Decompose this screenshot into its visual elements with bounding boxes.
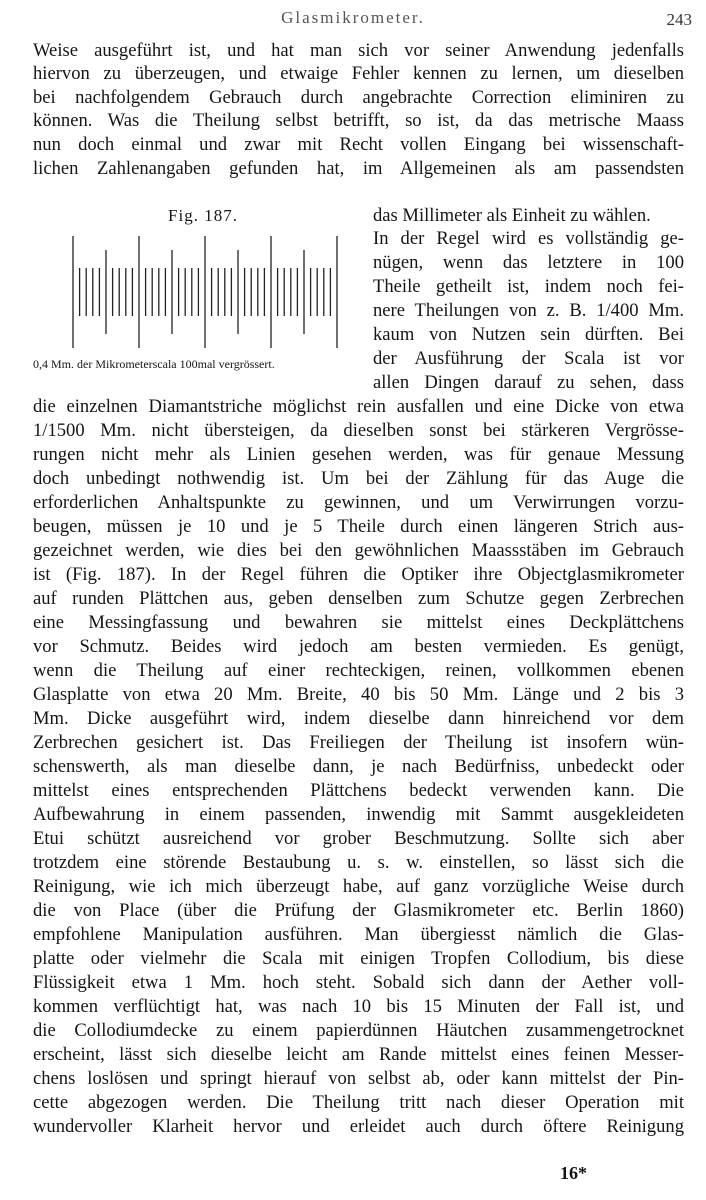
text-line: nere Theilungen von z. B. 1/400 Mm. (373, 300, 684, 321)
text-line: nun doch einmal und zwar mit Recht vollen Eingang bei wissenschaft- (33, 134, 684, 155)
signature-mark: 16* (560, 1163, 587, 1183)
text-line: allen Dingen darauf zu sehen, dass (373, 372, 684, 393)
micrometer-scale-illustration (33, 234, 373, 352)
text-line: die von Place (über die Prüfung der Glasmikrometer etc. Berlin 1860) (33, 900, 684, 921)
text-line: das Millimeter als Einheit zu wählen. (373, 205, 651, 226)
text-line: gezeichnet werden, wie dies bei den gewöhnlichen Maassstäben im Gebrauch (33, 540, 684, 561)
text-line: In der Regel wird es vollständig ge- (373, 228, 684, 249)
text-line: trotzdem eine störende Bestaubung u. s. w. einstellen, so lässt sich die (33, 852, 684, 873)
text-line: die einzelnen Diamantstriche möglichst rein ausfallen und eine Dicke von etwa (33, 396, 684, 417)
text-line: cette abgezogen werden. Die Theilung tritt nach dieser Operation mit (33, 1092, 684, 1113)
text-line: schenswerth, als man dieselbe dann, je nach Bedürfniss, unbedeckt oder (33, 756, 684, 777)
text-line: Weise ausgeführt ist, und hat man sich vor seiner Anwendung jedenfalls (33, 40, 684, 61)
text-line: platte oder vielmehr die Scala mit einigen Tropfen Collodium, bis diese (33, 948, 684, 969)
running-title: Glasmikrometer. (281, 8, 425, 27)
text-line: eine Messingfassung und bewahren sie mittelst eines Deckplättchens (33, 612, 684, 633)
figure-caption: 0,4 Mm. der Mikrometerscala 100mal vergrössert. (33, 357, 275, 371)
text-line: Flüssigkeit etwa 1 Mm. hoch steht. Sobald sich dann der Aether voll- (33, 972, 684, 993)
text-line: Zerbrechen gesichert ist. Das Freiliegen der Theilung ist insofern wün- (33, 732, 684, 753)
text-line: empfohlene Manipulation ausführen. Man übergiesst nämlich die Glas- (33, 924, 684, 945)
text-line: die Collodiumdecke zu einem papierdünnen Häutchen zusammengetrocknet (33, 1020, 684, 1041)
running-head (0, 6, 706, 32)
text-line: Reinigung, wie ich mich überzeugt habe, auf ganz vorzügliche Weise durch (33, 876, 684, 897)
text-line: Aufbewahrung in einem passenden, inwendig mit Sammt ausgekleideten (33, 804, 684, 825)
text-line: Theile getheilt ist, indem noch fei- (373, 276, 684, 297)
text-line: wenn die Theilung auf einer rechteckigen, reinen, vollkommen ebenen (33, 660, 684, 681)
text-line: nügen, wenn das letztere in 100 (373, 252, 684, 273)
text-line: erforderlichen Anhaltspunkte zu gewinnen, und um Verwirrungen vorzu- (33, 492, 684, 513)
figure-label: Fig. 187. (168, 206, 238, 225)
figure-187 (33, 204, 373, 384)
text-line: bei nachfolgendem Gebrauch durch angebrachte Correction eliminiren zu (33, 87, 684, 108)
text-line: rungen nicht mehr als Linien gesehen werden, was für genaue Messung (33, 444, 684, 465)
text-line: kommen verflüchtigt hat, was nach 10 bis 15 Minuten der Fall ist, und (33, 996, 684, 1017)
text-line: der Ausführung der Scala ist vor (373, 348, 684, 369)
page-number: 243 (666, 10, 692, 29)
text-line: wundervoller Klarheit hervor und erleidet auch durch öftere Reinigung (33, 1116, 684, 1137)
text-line: hiervon zu überzeugen, und etwaige Fehler kennen zu lernen, um dieselben (33, 63, 684, 84)
text-line: Etui schützt ausreichend vor grober Beschmutzung. Sollte sich aber (33, 828, 684, 849)
text-line: 1/1500 Mm. nicht übersteigen, da dieselben sonst bei stärkeren Vergrösse- (33, 420, 684, 441)
text-line: mittelst eines entsprechenden Plättchens bedeckt verwenden kann. Die (33, 780, 684, 801)
text-line: ist (Fig. 187). In der Regel führen die Optiker ihre Objectglasmikrometer (33, 564, 684, 585)
text-line: lichen Zahlenangaben gefunden hat, im Allgemeinen als am passendsten (33, 158, 684, 179)
text-line: erscheint, lässt sich dieselbe leicht am Rande mittelst eines feinen Messer- (33, 1044, 684, 1065)
text-line: Mm. Dicke ausgeführt wird, indem dieselbe dann hinreichend vor dem (33, 708, 684, 729)
text-line: beugen, müssen je 10 und je 5 Theile durch einen längeren Strich aus- (33, 516, 684, 537)
text-line: doch unbedingt nothwendig ist. Um bei der Zählung für das Auge die (33, 468, 684, 489)
text-line: auf runden Plättchen aus, geben denselben zum Schutze gegen Zerbrechen (33, 588, 684, 609)
text-line: kaum von Nutzen sein dürften. Bei (373, 324, 684, 345)
text-line: chens loslösen und springt hierauf von selbst ab, oder kann mittelst der Pin- (33, 1068, 684, 1089)
text-line: vor Schmutz. Beides wird jedoch am besten vermieden. Es genügt, (33, 636, 684, 657)
text-line: können. Was die Theilung selbst betrifft, so ist, da das metrische Maass (33, 110, 684, 131)
text-line: Glasplatte von etwa 20 Mm. Breite, 40 bis 50 Mm. Länge und 2 bis 3 (33, 684, 684, 705)
